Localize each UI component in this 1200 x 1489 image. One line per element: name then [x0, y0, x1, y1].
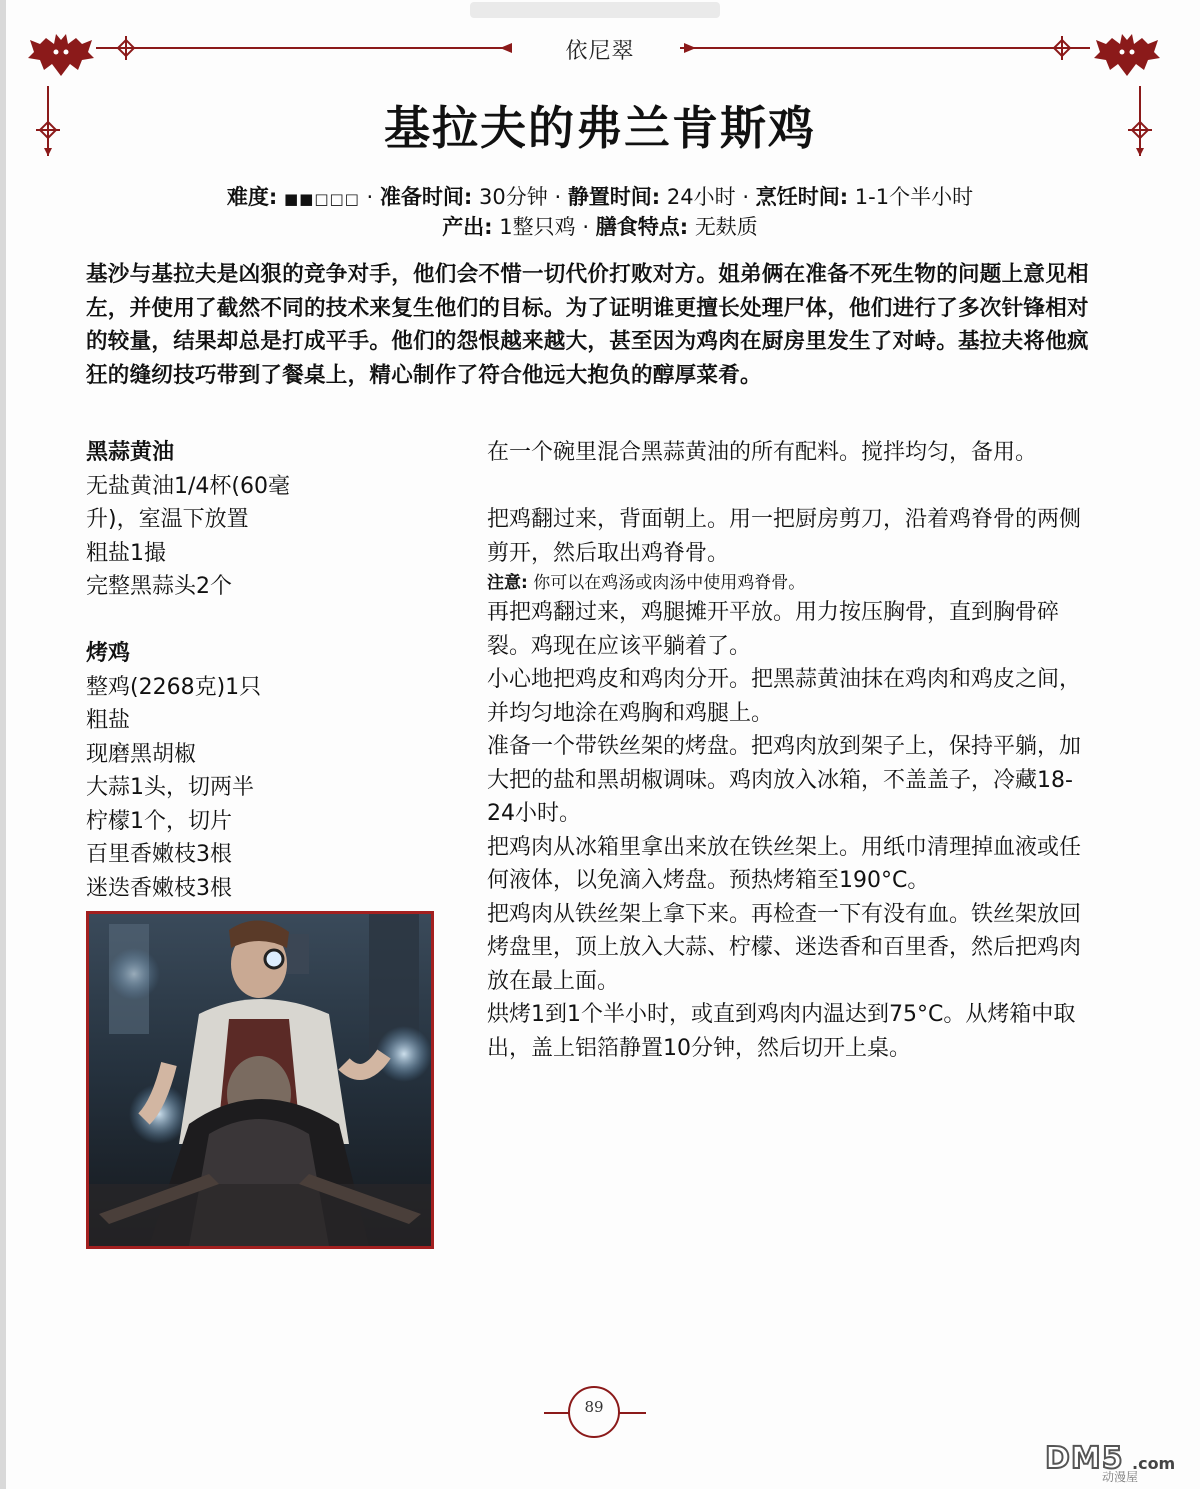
step-8: 烘烤1到1个半小时，或直到鸡肉内温达到75°C。从烤箱中取出，盖上铝箔静置10分钟，然后切开上桌。 — [487, 1002, 1076, 1061]
ingredient-item: 大蒜1头，切两半 — [86, 775, 254, 800]
header-cross-left-icon — [108, 34, 144, 62]
step-1: 在一个碗里混合黑蒜黄油的所有配料。搅拌均匀，备用。 — [487, 440, 1038, 465]
step-2: 把鸡翻过来，背面朝上。用一把厨房剪刀，沿着鸡脊骨的两侧剪开，然后取出鸡脊骨。 — [487, 507, 1082, 566]
ingredients-column — [86, 436, 386, 905]
meta-line-1 — [90, 182, 1110, 214]
cook-value: 1-1个半小时 — [854, 185, 974, 209]
cook-label: 烹饪时间: — [755, 185, 849, 209]
separator: · — [742, 185, 750, 209]
prep-label: 准备时间: — [379, 185, 473, 209]
note-text: 你可以在鸡汤或肉汤中使用鸡脊骨。 — [533, 573, 806, 593]
diet-label: 膳食特点: — [595, 215, 689, 239]
butter-heading: 黑蒜黄油 — [86, 440, 175, 465]
chicken-heading: 烤鸡 — [86, 641, 131, 666]
meta-line-2 — [90, 212, 1110, 242]
step-6: 把鸡肉从冰箱里拿出来放在铁丝架上。用纸巾清理掉血液或任何液体，以免滴入烤盘。预热烤箱至190°C。 — [487, 834, 1082, 893]
header-rule-right — [680, 47, 1090, 49]
step-3: 再把鸡翻过来，鸡腿摊开平放。用力按压胸骨，直到胸骨碎裂。鸡现在应该平躺着了。 — [487, 600, 1060, 659]
ingredient-item: 百里香嫩枝3根 — [86, 842, 232, 867]
note-label: 注意: — [487, 573, 528, 593]
watermark-logo: DM5 — [1045, 1441, 1124, 1476]
separator: · — [582, 215, 590, 239]
ingredient-item: 完整黑蒜头2个 — [86, 574, 232, 599]
ingredient-item: 整鸡(2268克)1只 — [86, 674, 262, 700]
difficulty-value: ■■□□□ — [283, 190, 360, 208]
ingredient-item: 粗盐 — [86, 708, 131, 733]
watermark-domain: .com — [1132, 1454, 1176, 1473]
page-number: 89 — [584, 1398, 604, 1416]
ingredient-item: 现磨黑胡椒 — [86, 741, 197, 767]
diet-value: 无麸质 — [694, 215, 758, 239]
bat-ornament-right-icon — [1092, 30, 1162, 86]
ingredient-item: 粗盐1撮 — [86, 540, 166, 566]
separator: · — [554, 185, 562, 209]
chapter-name: 依尼翠 — [565, 39, 635, 64]
step-5: 准备一个带铁丝架的烤盘。把鸡肉放到架子上，保持平躺，加大把的盐和黑胡椒调味。鸡肉放入冰箱，不盖盖子，冷藏18-24小时。 — [487, 734, 1082, 826]
step-note — [487, 570, 1097, 596]
recipe-title: 基拉夫的弗兰肯斯鸡 — [384, 101, 816, 155]
yield-label: 产出: — [442, 215, 493, 239]
header-cross-right-icon — [1044, 34, 1080, 62]
prep-value: 30分钟 — [479, 185, 548, 209]
difficulty-label: 难度: — [226, 185, 278, 209]
watermark-subtitle: 动漫屋 — [1102, 1470, 1139, 1484]
rest-value: 24小时 — [666, 185, 736, 209]
step-7: 把鸡肉从铁丝架上拿下来。再检查一下有没有血。铁丝架放回烤盘里，顶上放入大蒜、柠檬、迷迭香和百里香，然后把鸡肉放在最上面。 — [487, 901, 1082, 994]
rule-end-left-icon — [500, 40, 520, 56]
rest-label: 静置时间: — [567, 185, 661, 209]
ingredient-item: 迷迭香嫩枝3根 — [86, 875, 232, 901]
yield-value: 1整只鸡 — [499, 215, 576, 239]
header-rule-left — [96, 47, 510, 49]
bat-ornament-left-icon — [26, 30, 96, 86]
intro-paragraph: 基沙与基拉夫是凶狠的竞争对手，他们会不惜一切代价打败对方。姐弟俩在准备不死生物的问题上意见相左，并使用了截然不同的技术来复生他们的目标。为了证明谁更擅长处理尸体，他们进行了多次针锋相对的较量，结果却总是打成平手。他们的怨恨越来越大，甚至因为鸡肉在厨房里发生了对峙。基拉夫将他疯狂的缝纫技巧带到了餐桌上，精心制作了符合他远大抱负的醇厚菜肴。 — [86, 262, 1089, 388]
ingredient-item: 无盐黄油1/4杯(60毫升)，室温下放置 — [86, 473, 290, 532]
recipe-illustration — [86, 911, 434, 1249]
separator: · — [366, 185, 374, 209]
ingredient-item: 柠檬1个，切片 — [86, 808, 232, 834]
page-number-rule-right — [618, 1412, 646, 1414]
step-4: 小心地把鸡皮和鸡肉分开。把黑蒜黄油抹在鸡肉和鸡皮之间，并均匀地涂在鸡胸和鸡腿上。 — [487, 667, 1082, 726]
page-edge — [0, 0, 6, 1489]
scan-smudge — [470, 2, 720, 18]
cross-ornament-right-icon — [1122, 86, 1158, 162]
cross-ornament-left-icon — [30, 86, 66, 162]
steps-column — [487, 436, 1097, 1065]
page-number-rule-left — [544, 1412, 570, 1414]
